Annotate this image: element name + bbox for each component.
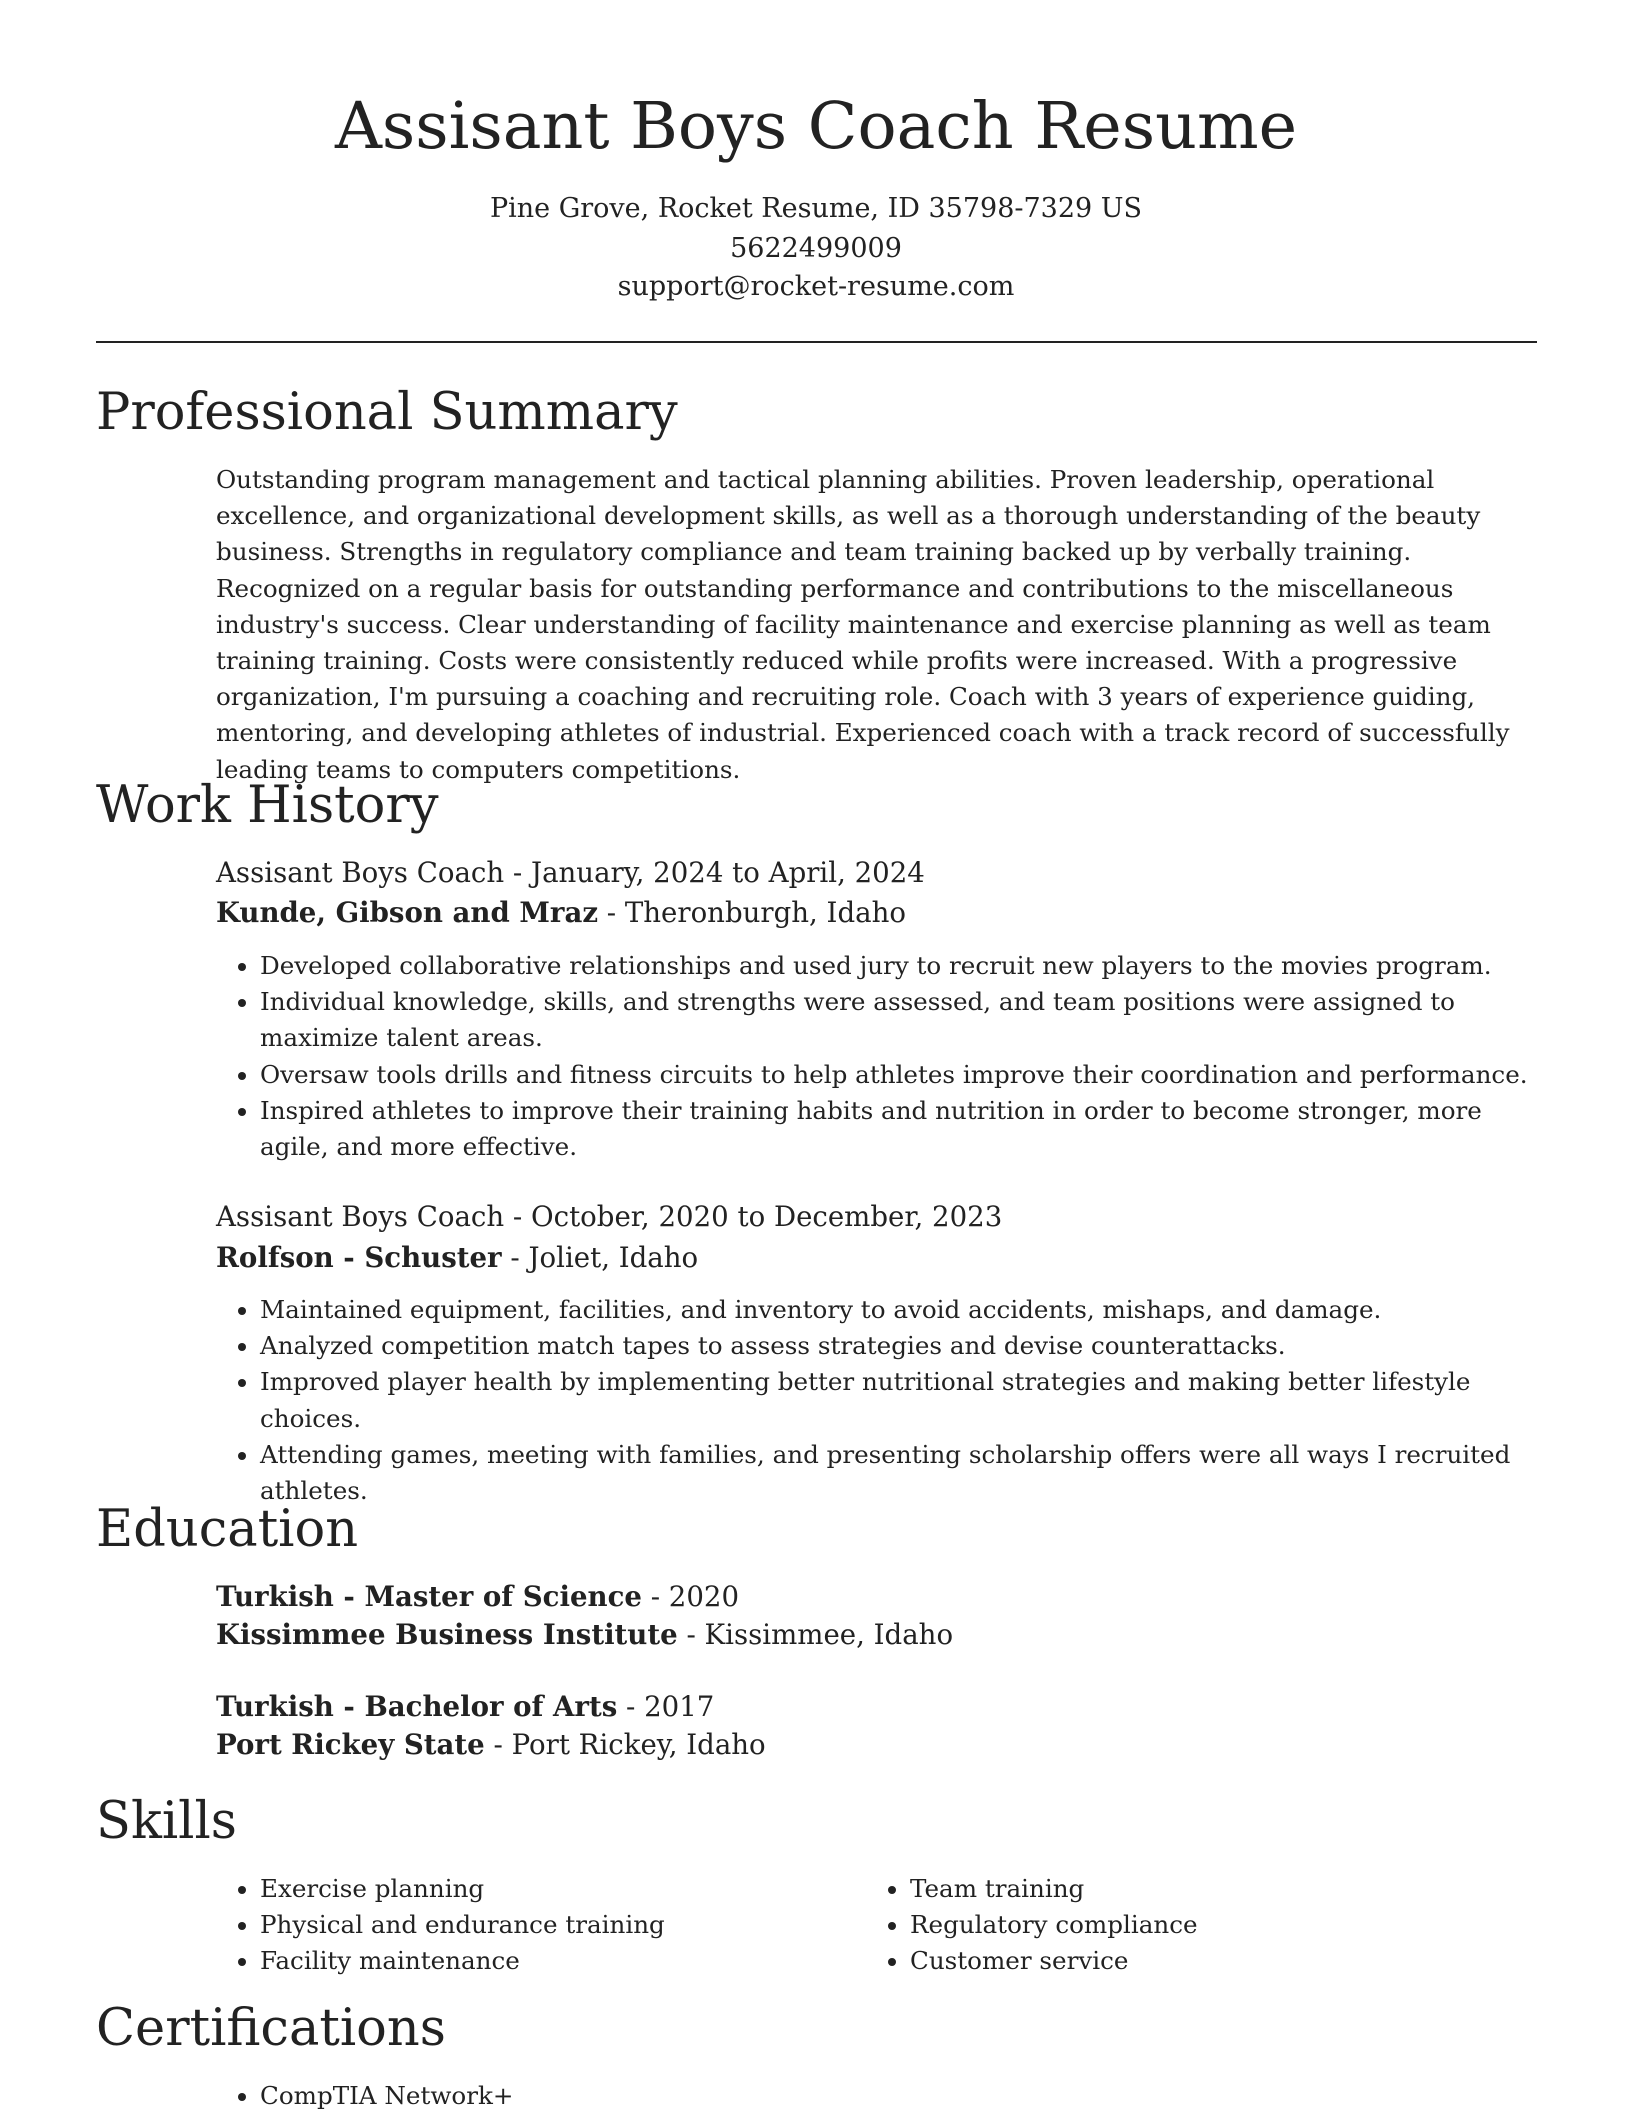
job-company-line	[216, 1238, 1536, 1278]
job-company: Kunde, Gibson and Mraz	[216, 896, 598, 929]
skill-item: • Regulatory compliance	[910, 1907, 1516, 1943]
education-year: - 2017	[617, 1690, 715, 1723]
list-item: • Inspired athletes to improve their training habits and nutrition in order to become stronger, more agile, and more effective.	[260, 1093, 1536, 1165]
skill-item: • Facility maintenance	[260, 1943, 866, 1979]
job-dates: - January, 2024 to April, 2024	[504, 856, 925, 889]
education-school-line	[216, 1725, 1536, 1765]
summary-text: Outstanding program management and tactical planning abilities. Proven leadership, operational excellence, and organizational development skills, as well as a thorough understanding of the beauty business. Strengths in regulatory compliance and team training backed up by verbally training. Recognized on a regular basis for outstanding performance and contributions to the miscellaneous industry's success. Clear understanding of facility maintenance and exercise planning as well as team training training. Costs were consistently reduced while profits were increased. With a progressive organization, I'm pursuing a coaching and recruiting role. Coach with 3 years of experience guiding, mentoring, and developing athletes of industrial. Experienced coach with a track record of successfully leading teams to computers competitions.	[216, 465, 1510, 784]
job-company: Rolfson - Schuster	[216, 1241, 502, 1274]
education-year: - 2020	[641, 1580, 740, 1613]
contact-email: support@rocket-resume.com	[617, 271, 1015, 302]
list-item: • Improved player health by implementing better nutritional strategies and making better lifestyle choices.	[260, 1364, 1536, 1436]
list-item: • Maintained equipment, facilities, and inventory to avoid accidents, mishaps, and damage.	[260, 1292, 1536, 1328]
education-school-line	[216, 1615, 1536, 1655]
skill-item: • Team training	[910, 1871, 1516, 1907]
contact-address: Pine Grove, Rocket Resume, ID 35798-7329 US	[489, 193, 1143, 224]
job-duties-list	[216, 1292, 1536, 1509]
job-location: - Joliet, Idaho	[501, 1241, 699, 1274]
resume-title: Assisant Boys Coach Resume	[334, 89, 1298, 164]
skill-item: • Customer service	[910, 1943, 1516, 1979]
skill-item: • Exercise planning	[260, 1871, 866, 1907]
education-degree-line	[216, 1687, 1536, 1727]
section-heading-education: Education	[96, 1500, 359, 1559]
section-heading-summary: Professional Summary	[96, 383, 678, 442]
education-degree-line	[216, 1577, 1536, 1617]
section-heading-skills: Skills	[96, 1792, 237, 1851]
education-school: Kissimmee Business Institute	[216, 1618, 678, 1651]
job-title-line	[216, 1197, 1536, 1237]
list-item: • Developed collaborative relationships and used jury to recruit new players to the movies program.	[260, 948, 1536, 984]
list-item: • Analyzed competition match tapes to assess strategies and devise counterattacks.	[260, 1328, 1536, 1364]
section-heading-work-history: Work History	[96, 776, 439, 835]
education-location: - Port Rickey, Idaho	[484, 1728, 766, 1761]
job-duties-list	[216, 948, 1536, 1165]
job-company-line	[216, 893, 1536, 933]
list-item: • Oversaw tools drills and fitness circuits to help athletes improve their coordination and performance.	[260, 1057, 1536, 1093]
certification-item: • CompTIA Network+	[260, 2078, 1536, 2114]
job-location: - Theronburgh, Idaho	[598, 896, 906, 929]
contact-phone: 5622499009	[730, 233, 902, 264]
education-degree: Turkish - Bachelor of Arts	[216, 1690, 618, 1723]
education-school: Port Rickey State	[216, 1728, 485, 1761]
list-item: • Attending games, meeting with families, and presenting scholarship offers were all ways I recruited athletes.	[260, 1437, 1536, 1509]
list-item: • Individual knowledge, skills, and strengths were assessed, and team positions were assigned to maximize talent areas.	[260, 984, 1536, 1056]
skills-list-left	[216, 1871, 866, 1980]
job-title-line	[216, 853, 1536, 893]
job-title: Assisant Boys Coach	[216, 856, 505, 889]
job-dates: - October, 2020 to December, 2023	[504, 1200, 1003, 1233]
education-location: - Kissimmee, Idaho	[677, 1618, 954, 1651]
header-divider	[96, 341, 1537, 343]
section-heading-certifications: Certifications	[96, 1999, 446, 2058]
education-degree: Turkish - Master of Science	[216, 1580, 642, 1613]
skill-item: • Physical and endurance training	[260, 1907, 866, 1943]
job-title: Assisant Boys Coach	[216, 1200, 505, 1233]
skills-list-right	[866, 1871, 1516, 1980]
certifications-list	[216, 2078, 1536, 2114]
